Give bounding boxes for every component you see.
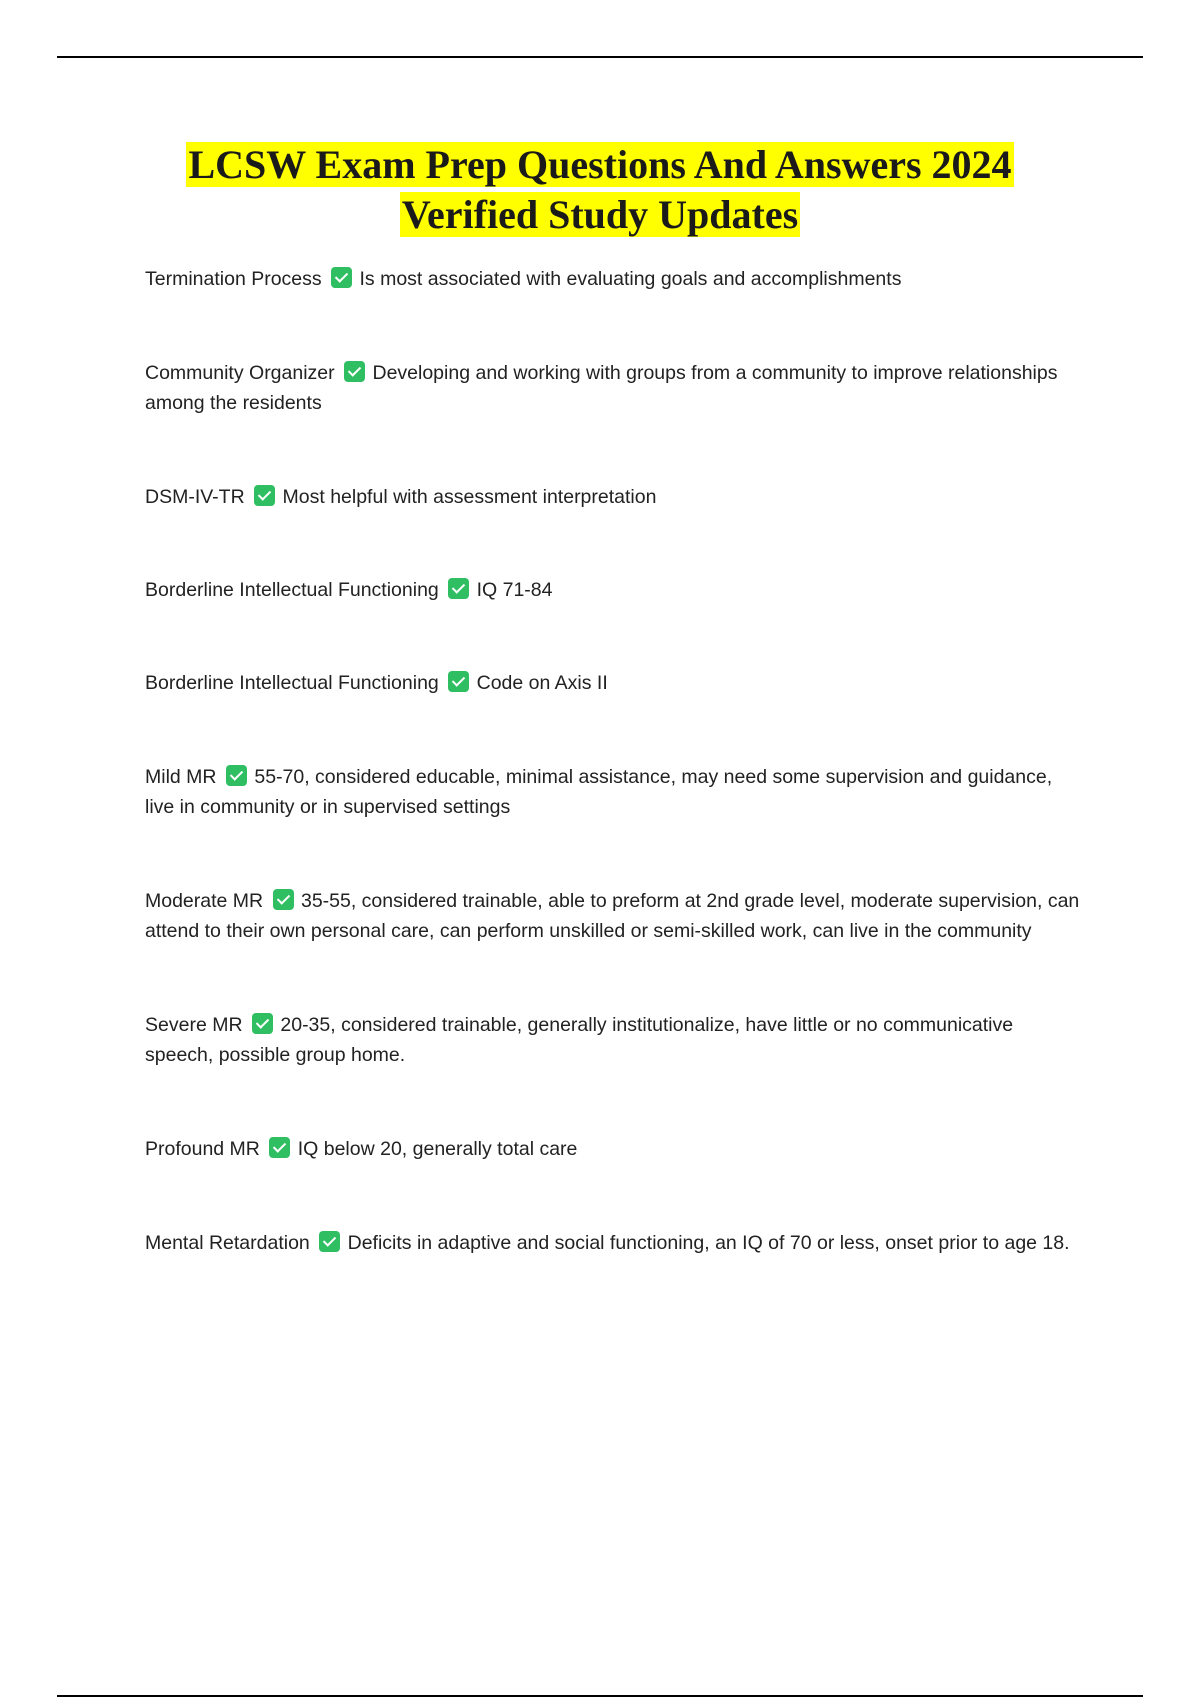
- qa-definition: Most helpful with assessment interpretation: [282, 486, 657, 508]
- top-rule: [57, 56, 1143, 58]
- checkmark-icon: [252, 1013, 273, 1034]
- title-line-1: LCSW Exam Prep Questions And Answers 2024: [188, 142, 1012, 187]
- qa-term: Profound MR: [145, 1138, 260, 1160]
- checkmark-icon: [273, 889, 294, 910]
- qa-item: [145, 575, 1085, 605]
- qa-item: [145, 264, 1085, 294]
- qa-term: Borderline Intellectual Functioning: [145, 672, 439, 694]
- qa-item: [145, 762, 1085, 822]
- qa-term: Mild MR: [145, 766, 217, 788]
- qa-definition: IQ 71-84: [476, 579, 553, 601]
- qa-list: [145, 264, 1085, 1258]
- qa-definition: Code on Axis II: [476, 672, 608, 694]
- checkmark-icon: [344, 361, 365, 382]
- checkmark-icon: [331, 267, 352, 288]
- checkmark-icon: [448, 578, 469, 599]
- qa-item: [145, 358, 1085, 418]
- checkmark-icon: [254, 485, 275, 506]
- checkmark-icon: [319, 1231, 340, 1252]
- document-title: [0, 140, 1200, 240]
- qa-term: Moderate MR: [145, 890, 264, 912]
- qa-item: [145, 1134, 1085, 1164]
- qa-term: Borderline Intellectual Functioning: [145, 579, 439, 601]
- checkmark-icon: [226, 765, 247, 786]
- qa-definition: IQ below 20, generally total care: [297, 1138, 578, 1160]
- qa-item: [145, 482, 1085, 512]
- title-line-2: Verified Study Updates: [401, 192, 799, 237]
- qa-term: Termination Process: [145, 268, 322, 290]
- qa-term: Severe MR: [145, 1014, 243, 1036]
- qa-term: DSM-IV-TR: [145, 486, 245, 508]
- qa-definition: 20-35, considered trainable, generally institutionalize, have little or no communicative speech, possible group home.: [145, 1014, 1014, 1066]
- qa-item: [145, 1228, 1085, 1258]
- qa-definition: 55-70, considered educable, minimal assistance, may need some supervision and guidance, live in community or in supervised settings: [145, 766, 1053, 818]
- bottom-rule: [57, 1695, 1143, 1697]
- qa-definition: 35-55, considered trainable, able to preform at 2nd grade level, moderate supervision, can attend to their own personal care, can perform unskilled or semi-skilled work, can live in the community: [145, 890, 1080, 942]
- qa-term: Mental Retardation: [145, 1232, 310, 1254]
- qa-item: [145, 1010, 1085, 1070]
- checkmark-icon: [269, 1137, 290, 1158]
- qa-definition: Is most associated with evaluating goals and accomplishments: [359, 268, 902, 290]
- qa-definition: Developing and working with groups from a community to improve relationships among the residents: [145, 362, 1058, 414]
- checkmark-icon: [448, 671, 469, 692]
- qa-definition: Deficits in adaptive and social functioning, an IQ of 70 or less, onset prior to age 18.: [347, 1232, 1070, 1254]
- qa-term: Community Organizer: [145, 362, 335, 384]
- qa-item: [145, 668, 1085, 698]
- qa-item: [145, 886, 1085, 946]
